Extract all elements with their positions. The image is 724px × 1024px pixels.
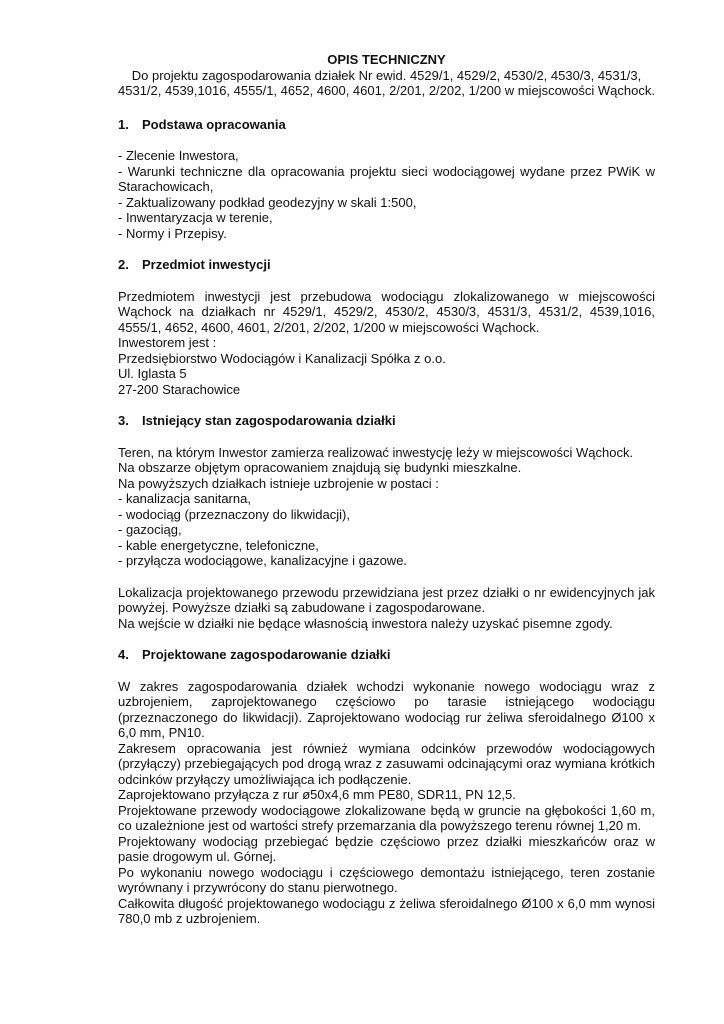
list-item: - Zaktualizowany podkład geodezyjny w skali 1:500, <box>118 194 417 210</box>
section-heading-2: 2. Przedmiot inwestycji <box>118 257 271 272</box>
list-item: - Zlecenie Inwestora, <box>118 148 239 163</box>
list-item: - kanalizacja sanitarna, <box>118 491 251 506</box>
document-subtitle: Do projektu zagospodarowania działek Nr ewid. 4529/1, 4529/2, 4530/2, 4530/3, 4531/3, 4531/2, 4539,1016, 4555/1, 4652, 4600, 4601, 2/201, 2/202, 1/200 w miejscowości Wąchock. <box>118 67 655 98</box>
list-item: - Normy i Przepisy. <box>118 225 227 241</box>
text-line: Inwestorem jest : <box>118 335 217 350</box>
list-item: - wodociąg (przeznaczony do likwidacji), <box>118 506 350 522</box>
paragraph: Przedmiotem inwestycji jest przebudowa wodociągu zlokalizowanego w miejscowości Wąchock na działkach nr 4529/1, 4529/2, 4530/2, 4530/3, 4531/3, 4531/2, 4539,1016, 4555/1, 4652, 4600, 4601, 2/201, 2/202, 1/200 w miejscowości Wąchock. <box>118 288 655 335</box>
list-item: - przyłącza wodociągowe, kanalizacyjne i gazowe. <box>118 553 408 568</box>
list-item: - gazociąg, <box>118 522 182 537</box>
section-heading-4: 4. Projektowane zagospodarowanie działki <box>118 647 391 662</box>
list-item: - Warunki techniczne dla opracowania projektu sieci wodociągowej wydane przez PWiK w Starachowicach, <box>118 163 655 194</box>
text-line: Ul. Iglasta 5 <box>118 366 187 381</box>
text-line: Na obszarze objętym opracowaniem znajdują się budynki mieszkalne. <box>118 460 522 475</box>
paragraph: Projektowane przewody wodociągowe zlokalizowane będą w gruncie na głębokości 1,60 m, co uzależnione jest od wartości strefy przemarzania dla powyższego terenu równej 1,20 m. <box>118 802 655 833</box>
section-heading-3: 3. Istniejący stan zagospodarowania działki <box>118 413 396 428</box>
section-2-body <box>118 289 655 398</box>
list-item: - Inwentaryzacja w terenie, <box>118 210 273 225</box>
list-item: - kable energetyczne, telefoniczne, <box>118 537 319 553</box>
paragraph: Zaprojektowano przyłącza z rur ø50x4,6 mm PE80, SDR11, PN 12,5. <box>118 787 516 802</box>
paragraph: Lokalizacja projektowanego przewodu przewidziana jest przez działki o nr ewidencyjnych jak powyżej. Powyższe działki są zabudowane i zagospodarowane. <box>118 584 655 615</box>
document-page <box>118 52 655 943</box>
paragraph: Projektowany wodociąg przebiegać będzie częściowo przez działki mieszkańców oraz w pasie drogowym ul. Górnej. <box>118 833 655 864</box>
text-line: Na powyższych działkach istnieje uzbrojenie w postaci : <box>118 475 439 491</box>
paragraph: Całkowita długość projektowanego wodociągu z żeliwa sferoidalnego Ø100 x 6,0 mm wynosi 780,0 mb z uzbrojeniem. <box>118 895 655 926</box>
text-line: Teren, na którym Inwestor zamierza realizować inwestycję leży w miejscowości Wąchock. <box>118 444 634 460</box>
section-4-body <box>118 679 655 927</box>
paragraph: Po wykonaniu nowego wodociągu i częściowego demontażu istniejącego, teren zostanie wyrównany i przywrócony do stanu pierwotnego. <box>118 864 655 895</box>
section-1-body <box>118 148 655 241</box>
section-heading-1: 1. Podstawa opracowania <box>118 116 286 132</box>
text-line: Przedsiębiorstwo Wodociągów i Kanalizacji Spółka z o.o. <box>118 350 446 366</box>
paragraph: Zakresem opracowania jest również wymiana odcinków przewodów wodociągowych (przyłączy) przebiegających pod drogą wraz z zasuwami odcinającymi oraz wymiana krótkich odcinków przyłączy umożliwiająca ich podłączenie. <box>118 740 655 787</box>
section-3-body <box>118 445 655 632</box>
document-title: OPIS TECHNICZNY <box>327 52 446 67</box>
text-line: 27-200 Starachowice <box>118 381 241 397</box>
paragraph: W zakres zagospodarowania działek wchodzi wykonanie nowego wodociągu wraz z uzbrojeniem, zaprojektowanego częściowo po tarasie istniejącego wodociągu (przeznaczonego do likwidacji). Zaprojektowano wodociąg rur żeliwa sferoidalnego Ø100 x 6,0 mm, PN10. <box>118 678 655 740</box>
text-line: Na wejście w działki nie będące własnością inwestora należy uzyskać pisemne zgody. <box>118 615 613 631</box>
